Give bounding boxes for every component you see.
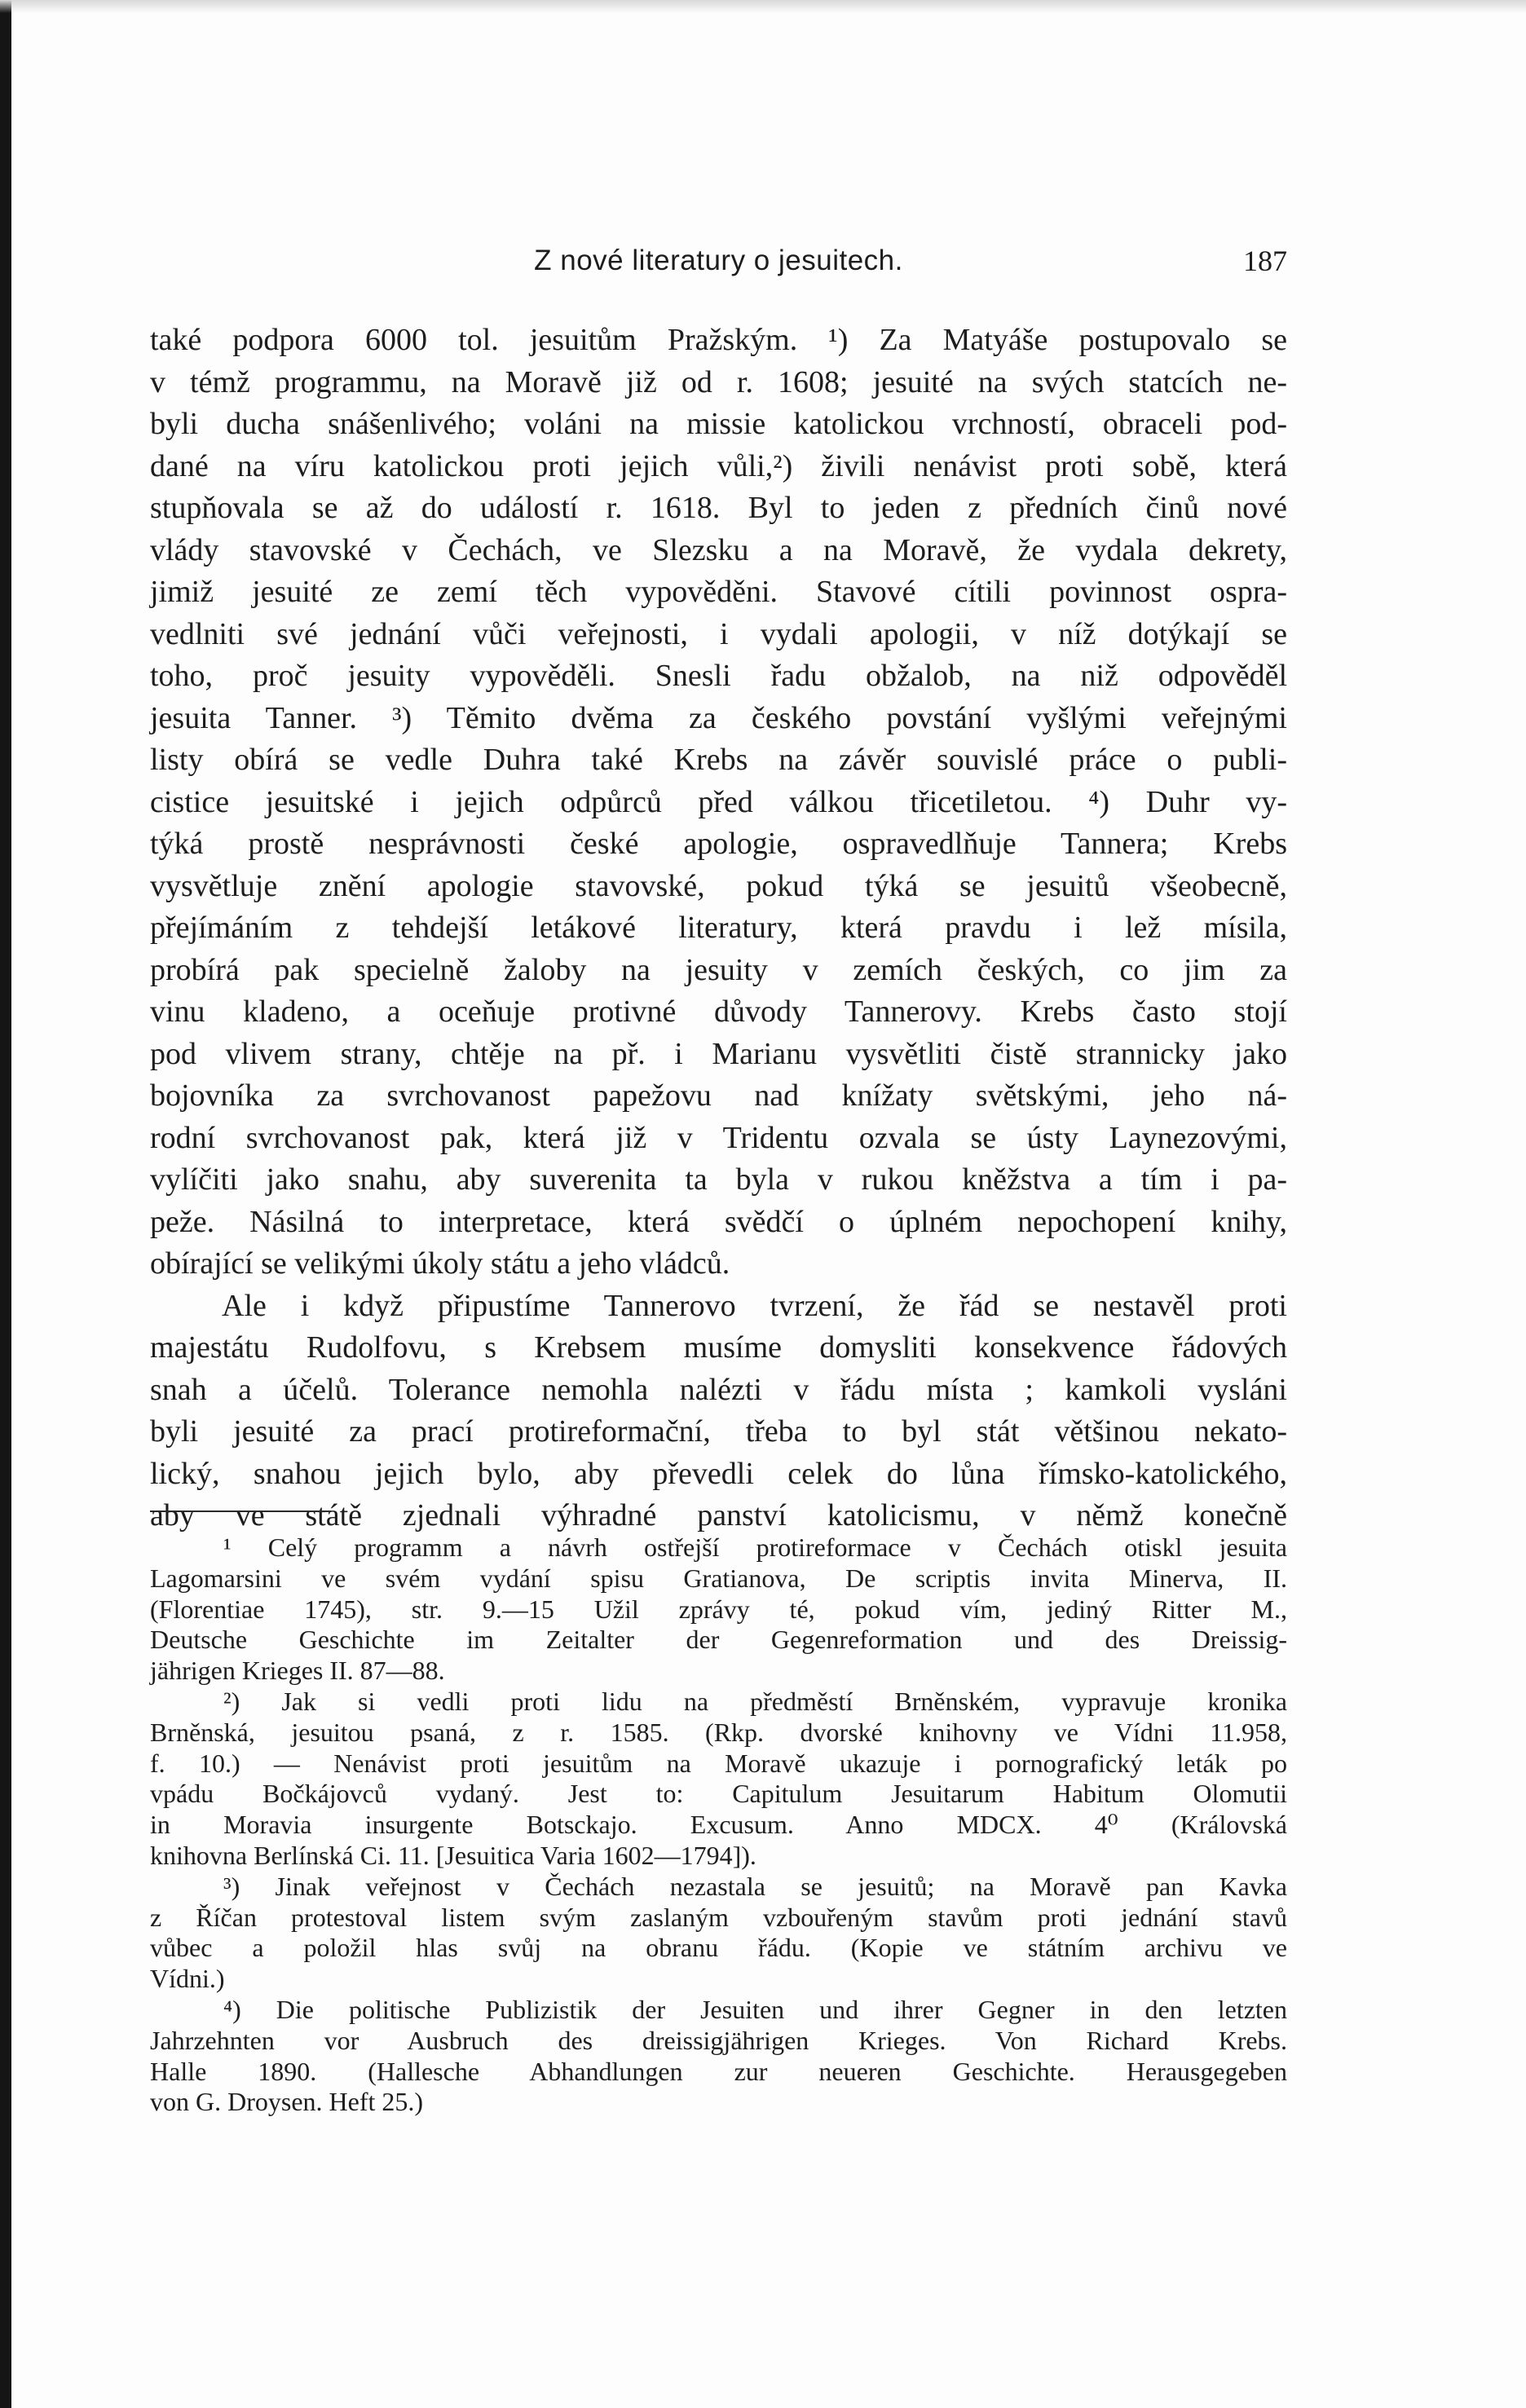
body-line: v témž programmu, na Moravě již od r. 1608; jesuité na svých statcích ne- — [150, 364, 1287, 399]
footnote-line: Brněnská, jesuitou psaná, z r. 1585. (Rkp. dvorské knihovny ve Vídni 11.958, — [150, 1717, 1287, 1747]
body-line: toho, proč jesuity vypověděli. Snesli řadu obžalob, na niž odpověděl — [150, 659, 1287, 693]
footnote-line: f. 10.) — Nenávist proti jesuitům na Moravě ukazuje i pornografický leták po — [150, 1748, 1287, 1778]
body-line: snah a účelů. Tolerance nemohla nalézti v řádu místa ; kamkoli vysláni — [150, 1372, 1287, 1407]
body-line: také podpora 6000 tol. jesuitům Pražským. ¹) Za Matyáše postupovalo se — [150, 323, 1287, 357]
footnote-line: Lagomarsini ve svém vydání spisu Gratianova, De scriptis invita Minerva, II. — [150, 1563, 1287, 1593]
footnote-line: von G. Droysen. Heft 25.) — [150, 2087, 424, 2117]
footnote-rule — [150, 1511, 331, 1512]
page-binding-edge — [0, 0, 11, 2408]
footnote-line: ¹ Celý programm a návrh ostřejší protireformace v Čechách otiskl jesuita — [223, 1533, 1287, 1562]
body-line: byli ducha snášenlivého; voláni na missie katolickou vrchností, obraceli pod- — [150, 407, 1287, 441]
body-line: obírající se velikými úkoly státu a jeho vládců. — [150, 1246, 730, 1281]
footnote-line: jährigen Krieges II. 87—88. — [150, 1656, 445, 1686]
footnote-line: Deutsche Geschichte im Zeitalter der Gegenreformation und des Dreissig- — [150, 1625, 1287, 1655]
body-line: cistice jesuitské i jejich odpůrců před válkou třicetiletou. ⁴) Duhr vy- — [150, 784, 1287, 819]
body-line: jimiž jesuité ze zemí těch vypověděni. Stavové cítili povinnost ospra- — [150, 575, 1287, 609]
body-line: peže. Násilná to interpretace, která svědčí o úplném nepochopení knihy, — [150, 1204, 1287, 1239]
body-line: Ale i když připustíme Tannerovo tvrzení, že řád se nestavěl proti — [222, 1288, 1287, 1323]
body-line: vedlniti své jednání vůči veřejnosti, i vydali apologii, v níž dotýkají se — [150, 616, 1287, 651]
body-line: jesuita Tanner. ³) Těmito dvěma za českého povstání vyšlými veřejnými — [150, 700, 1287, 735]
body-line: byli jesuité za prací protireformační, třeba to byl stát většinou nekato- — [150, 1414, 1287, 1449]
footnote-line: ²) Jak si vedli proti lidu na předměstí Brněnském, vypravuje kronika — [223, 1686, 1287, 1716]
footnote-line: Halle 1890. (Hallesche Abhandlungen zur neueren Geschichte. Herausgegeben — [150, 2056, 1287, 2086]
body-line: dané na víru katolickou proti jejich vůli,²) živili nenávist proti sobě, která — [150, 448, 1287, 483]
body-line: rodní svrchovanost pak, která již v Tridentu ozvala se ústy Laynezovými, — [150, 1120, 1287, 1155]
footnote-line: Vídni.) — [150, 1964, 225, 1994]
footnote-line: in Moravia insurgente Botsckajo. Excusum. Anno MDCX. 4⁰ (Královská — [150, 1810, 1287, 1840]
body-text — [150, 320, 1287, 1537]
body-line: vlády stavovské v Čechách, ve Slezsku a na Moravě, že vydala dekrety, — [150, 532, 1287, 567]
page-header — [150, 236, 1287, 285]
page-top-shadow — [0, 0, 1526, 13]
footnote-line: z Říčan protestoval listem svým zaslaným vzbouřeným stavům proti jednání stavů — [150, 1902, 1287, 1932]
body-line: probírá pak specielně žaloby na jesuity v zemích českých, co jim za — [150, 952, 1287, 987]
page-number: 187 — [1243, 245, 1287, 277]
footnote-line: vpádu Bočkájovců vydaný. Jest to: Capitulum Jesuitarum Habitum Olomutii — [150, 1779, 1287, 1809]
body-line: týká prostě nesprávnosti české apologie, ospravedlňuje Tannera; Krebs — [150, 827, 1287, 861]
footnote-line: knihovna Berlínská Ci. 11. [Jesuitica Varia 1602—1794]). — [150, 1840, 756, 1870]
footnote-line: ³) Jinak veřejnost v Čechách nezastala se jesuitů; na Moravě pan Kavka — [223, 1871, 1287, 1901]
body-line: aby ve státě zjednali výhradné panství katolicismu, v němž konečně — [150, 1498, 1287, 1533]
footnote-line: Jahrzehnten vor Ausbruch des dreissigjährigen Krieges. Von Richard Krebs. — [150, 2025, 1287, 2055]
body-line: stupňovala se až do událostí r. 1618. Byl to jeden z předních činů nové — [150, 491, 1287, 525]
body-line: vylíčiti jako snahu, aby suverenita ta byla v rukou kněžstva a tím i pa- — [150, 1162, 1287, 1197]
footnote-line: ⁴) Die politische Publizistik der Jesuiten und ihrer Gegner in den letzten — [223, 1994, 1287, 2024]
body-line: přejímáním z tehdejší letákové literatury, která pravdu i lež mísila, — [150, 911, 1287, 945]
body-line: pod vlivem strany, chtěje na př. i Marianu vysvětliti čistě strannicky jako — [150, 1036, 1287, 1071]
body-line: lický, snahou jejich bylo, aby převedli celek do lůna římsko-katolického, — [150, 1456, 1287, 1491]
footnote-line: vůbec a položil hlas svůj na obranu řádu. (Kopie ve státním archivu ve — [150, 1933, 1287, 1963]
running-head: Z nové literatury o jesuitech. — [534, 245, 903, 276]
body-line: listy obírá se vedle Duhra také Krebs na závěr souvislé práce o publi- — [150, 743, 1287, 777]
body-line: vinu kladeno, a oceňuje protivné důvody Tannerovy. Krebs často stojí — [150, 995, 1287, 1029]
footnote-line: (Florentiae 1745), str. 9.—15 Užil zprávy té, pokud vím, jediný Ritter M., — [150, 1594, 1287, 1624]
body-line: majestátu Rudolfovu, s Krebsem musíme domysliti konsekvence řádových — [150, 1330, 1287, 1365]
footnotes — [150, 1511, 1287, 2118]
body-line: vysvětluje znění apologie stavovské, pokud týká se jesuitů všeobecně, — [150, 868, 1287, 903]
body-line: bojovníka za svrchovanost papežovu nad knížaty světskými, jeho ná- — [150, 1078, 1287, 1113]
